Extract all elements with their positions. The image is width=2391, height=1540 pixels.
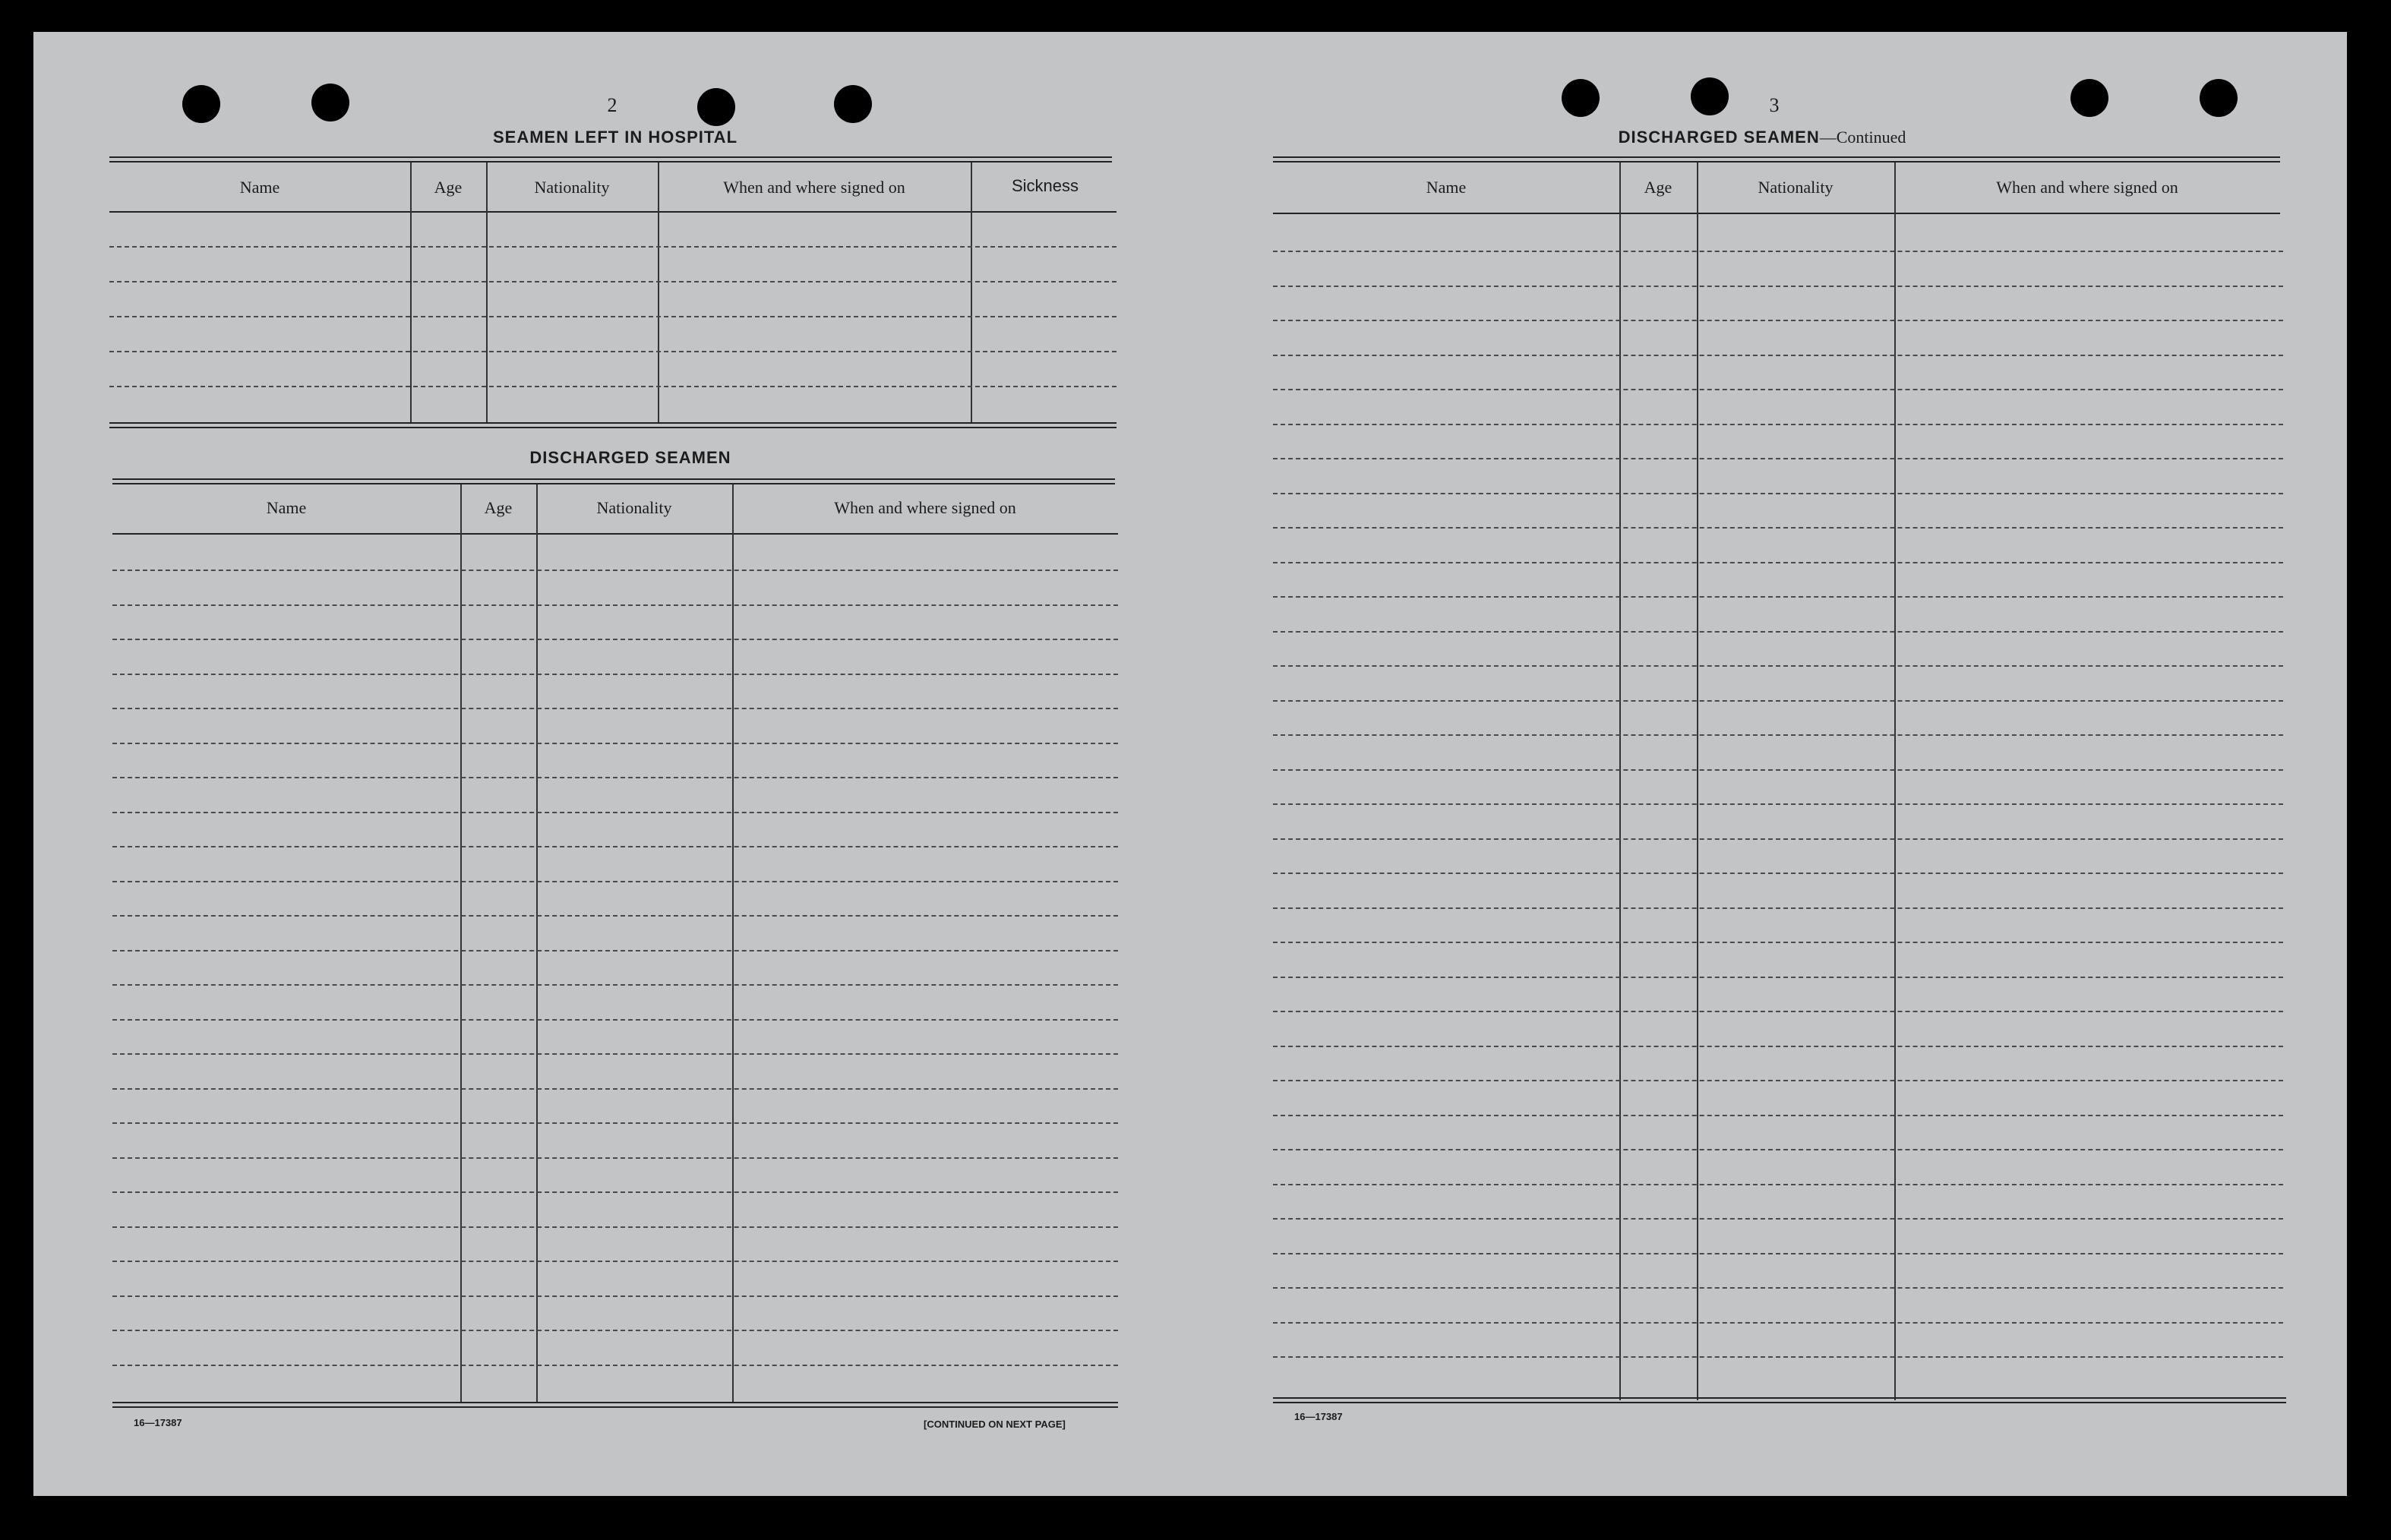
table-row bbox=[1273, 424, 2283, 425]
table-row bbox=[1273, 1322, 2283, 1324]
table-row bbox=[1273, 596, 2283, 598]
table-row bbox=[1273, 527, 2283, 529]
table-row bbox=[1273, 320, 2283, 321]
table-row bbox=[1273, 1149, 2283, 1150]
title-text: DISCHARGED SEAMEN bbox=[1618, 128, 1820, 147]
punch-hole bbox=[2070, 79, 2108, 117]
table-row bbox=[1273, 458, 2283, 459]
table-row bbox=[1273, 1218, 2283, 1220]
table-row bbox=[109, 316, 1117, 317]
column-header-age: Age bbox=[484, 498, 513, 517]
table-row bbox=[112, 708, 1118, 709]
column-header-sickness: Sickness bbox=[1011, 176, 1079, 195]
table-row bbox=[112, 846, 1118, 847]
table-row bbox=[112, 950, 1118, 951]
table-row bbox=[1273, 1253, 2283, 1254]
form-number: 16—17387 bbox=[1294, 1411, 1343, 1422]
table-row bbox=[1273, 769, 2283, 771]
table-row bbox=[1273, 251, 2283, 252]
punch-hole bbox=[2200, 79, 2238, 117]
table-row bbox=[109, 351, 1117, 352]
table-row bbox=[1273, 734, 2283, 736]
table-row bbox=[1273, 1184, 2283, 1185]
punch-hole bbox=[1691, 77, 1729, 115]
column-header-when-where: When and where signed on bbox=[1996, 178, 2178, 197]
table-row bbox=[112, 777, 1118, 778]
column-header-nationality: Nationality bbox=[1758, 178, 1834, 197]
table-row bbox=[112, 570, 1118, 571]
table-row bbox=[112, 1226, 1118, 1228]
table-row bbox=[1273, 631, 2283, 633]
table-row bbox=[112, 674, 1118, 675]
table-row bbox=[112, 881, 1118, 882]
table-row bbox=[109, 281, 1117, 282]
table-row bbox=[1273, 493, 2283, 494]
table-row bbox=[112, 1365, 1118, 1366]
table-row bbox=[112, 1122, 1118, 1124]
table-row bbox=[112, 915, 1118, 917]
table-row bbox=[112, 1295, 1118, 1297]
table-row bbox=[1273, 873, 2283, 874]
table-row bbox=[112, 639, 1118, 640]
hospital-table-title: SEAMEN LEFT IN HOSPITAL bbox=[492, 128, 738, 147]
table-row bbox=[1273, 1080, 2283, 1081]
page-number: 2 bbox=[607, 94, 617, 116]
table-row bbox=[1273, 803, 2283, 805]
punch-hole bbox=[182, 85, 220, 123]
table-row bbox=[1273, 977, 2283, 978]
title-suffix: —Continued bbox=[1819, 128, 1906, 147]
table-row bbox=[112, 1019, 1118, 1021]
table-row bbox=[1273, 1011, 2283, 1012]
table-row bbox=[112, 812, 1118, 813]
punch-hole bbox=[1562, 79, 1600, 117]
punch-hole bbox=[697, 88, 735, 126]
table-row bbox=[112, 1157, 1118, 1159]
table-row bbox=[1273, 942, 2283, 943]
table-row bbox=[1273, 389, 2283, 390]
column-header-name: Name bbox=[266, 498, 307, 517]
table-row bbox=[112, 984, 1118, 986]
table-row bbox=[1273, 1287, 2283, 1289]
table-row bbox=[112, 1053, 1118, 1055]
table-row bbox=[1273, 1356, 2283, 1358]
column-header-age: Age bbox=[434, 178, 463, 197]
column-header-name: Name bbox=[239, 178, 280, 197]
continued-note: [CONTINUED ON NEXT PAGE] bbox=[924, 1419, 1066, 1430]
table-row bbox=[1273, 1046, 2283, 1047]
table-row bbox=[1273, 286, 2283, 287]
discharged-continued-title bbox=[1489, 128, 2036, 147]
punch-hole bbox=[311, 84, 349, 121]
table-row bbox=[1273, 665, 2283, 667]
page-number: 3 bbox=[1769, 94, 1780, 116]
table-row bbox=[1273, 838, 2283, 840]
column-header-name: Name bbox=[1426, 178, 1467, 197]
column-header-nationality: Nationality bbox=[534, 178, 610, 197]
column-header-nationality: Nationality bbox=[596, 498, 672, 517]
table-row bbox=[1273, 907, 2283, 909]
column-header-when-where: When and where signed on bbox=[834, 498, 1016, 517]
table-row bbox=[109, 386, 1117, 387]
table-row bbox=[1273, 562, 2283, 563]
punch-hole bbox=[834, 85, 872, 123]
table-row bbox=[112, 1191, 1118, 1193]
table-row bbox=[112, 604, 1118, 606]
form-number: 16—17387 bbox=[134, 1417, 182, 1428]
column-header-when-where: When and where signed on bbox=[723, 178, 905, 197]
table-row bbox=[1273, 355, 2283, 356]
table-row bbox=[1273, 700, 2283, 702]
table-row bbox=[112, 1330, 1118, 1331]
table-row bbox=[112, 743, 1118, 744]
table-row bbox=[112, 1261, 1118, 1262]
table-row bbox=[112, 1088, 1118, 1090]
table-row bbox=[1273, 1115, 2283, 1116]
discharged-table-title: DISCHARGED SEAMEN bbox=[529, 448, 731, 467]
column-header-age: Age bbox=[1644, 178, 1672, 197]
table-row bbox=[109, 246, 1117, 248]
